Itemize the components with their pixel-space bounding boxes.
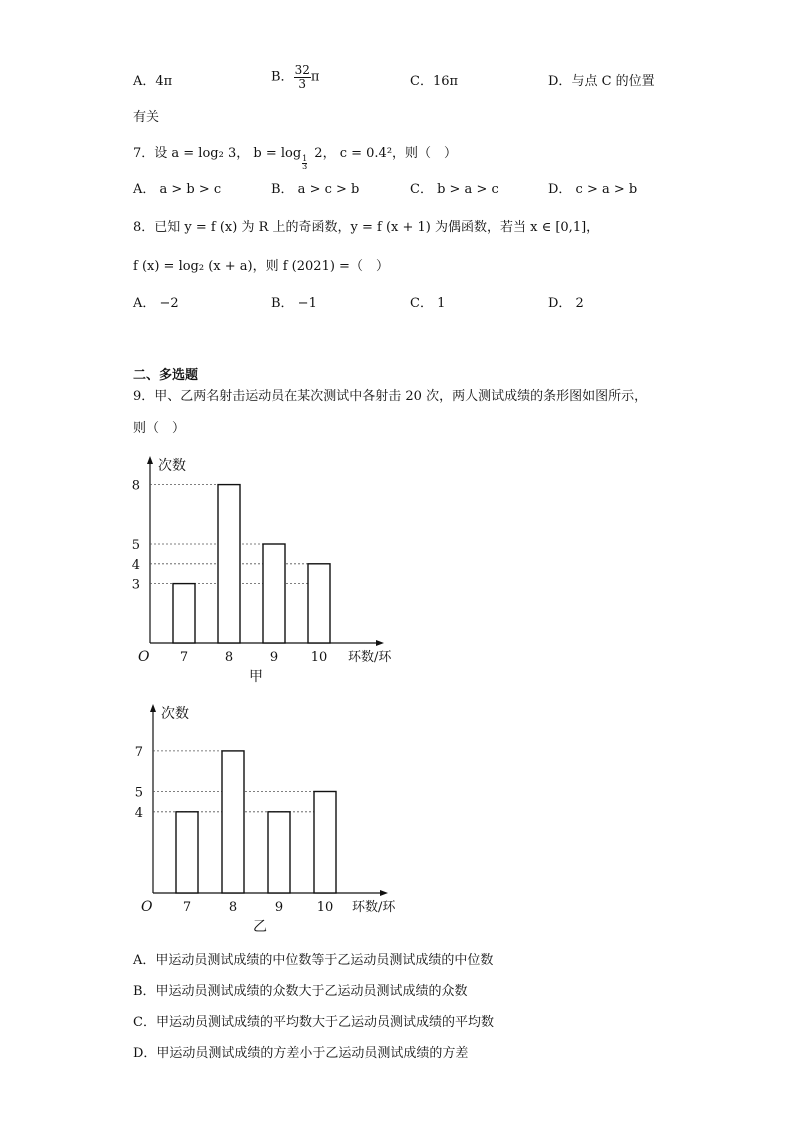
bar xyxy=(218,485,240,643)
q7-option-c[interactable]: C． b > a > c xyxy=(410,182,499,197)
q7-option-d[interactable]: D． c > a > b xyxy=(548,182,638,197)
q6-option-b[interactable] xyxy=(271,64,319,91)
q9-option-c[interactable]: C．甲运动员测试成绩的平均数大于乙运动员测试成绩的平均数 xyxy=(133,1015,494,1030)
q7-stem-b: b = log xyxy=(253,146,302,161)
q9-option-a[interactable]: A．甲运动员测试成绩的中位数等于乙运动员测试成绩的中位数 xyxy=(133,953,494,968)
bar xyxy=(308,564,330,643)
x-tick-label: 10 xyxy=(310,650,328,665)
x-tick-label: 8 xyxy=(228,900,238,915)
x-axis-label: 环数/环 xyxy=(348,650,392,665)
q9-option-d[interactable]: D．甲运动员测试成绩的方差小于乙运动员测试成绩的方差 xyxy=(133,1046,469,1061)
q8-option-d[interactable]: D． 2 xyxy=(548,296,584,311)
chart-caption: 甲 xyxy=(249,669,263,685)
section-title: 二、多选题 xyxy=(133,368,199,383)
option-text: 与点 C 的位置 xyxy=(571,74,655,89)
bar xyxy=(314,792,336,894)
q9-stem-line1: 9．甲、乙两名射击运动员在某次测试中各射击 20 次，两人测试成绩的条形图如图所示， xyxy=(133,389,648,404)
x-tick-label: 9 xyxy=(269,650,279,665)
x-tick-label: 9 xyxy=(274,900,284,915)
y-axis-arrow xyxy=(147,456,153,464)
x-axis-arrow xyxy=(380,890,388,896)
bar xyxy=(176,812,198,893)
bar xyxy=(268,812,290,893)
x-axis-label: 环数/环 xyxy=(352,900,396,915)
option-label: D． xyxy=(548,74,572,89)
q6-option-c[interactable] xyxy=(410,74,458,90)
q9-stem-line2: 则（ ） xyxy=(133,421,186,436)
x-tick-label: 7 xyxy=(179,650,189,665)
x-tick-label: 8 xyxy=(224,650,234,665)
bar xyxy=(263,544,285,643)
option-text: π xyxy=(310,69,320,85)
q7-stem-a: 7．设 a = log₂ 3， xyxy=(133,146,250,161)
option-label: A． xyxy=(133,74,156,89)
q8-option-c[interactable]: C． 1 xyxy=(410,296,446,311)
y-tick-label: 4 xyxy=(131,557,140,573)
y-axis-arrow xyxy=(150,704,156,712)
y-tick-label: 5 xyxy=(134,785,143,801)
y-tick-label: 3 xyxy=(131,577,140,593)
q8-stem-line2: f (x) = log₂ (x + a)，则 f (2021) =（ ） xyxy=(133,259,389,274)
option-text: 4π xyxy=(155,74,173,89)
q6-option-d-continuation: 有关 xyxy=(133,110,160,125)
q6-option-a[interactable] xyxy=(133,74,172,90)
fraction xyxy=(294,64,311,91)
y-axis-label: 次数 xyxy=(161,706,189,722)
origin-label: O xyxy=(141,899,153,915)
bar-chart-yi xyxy=(120,696,420,936)
fraction-numerator: 32 xyxy=(294,63,310,77)
bar-chart-jia xyxy=(120,450,420,690)
q7-stem-c: c = 0.4²，则（ ） xyxy=(339,146,458,161)
option-text: 16π xyxy=(432,74,459,89)
origin-label: O xyxy=(138,649,150,665)
option-label: B． xyxy=(271,69,294,85)
q8-stem-line1: 8．已知 y = f (x) 为 R 上的奇函数，y = f (x + 1) 为偶函数，若当 x ∈ [0,1]， xyxy=(133,220,600,235)
q6-option-d[interactable] xyxy=(548,74,655,90)
q7-option-a[interactable]: A． a > b > c xyxy=(133,182,222,197)
y-tick-label: 4 xyxy=(134,805,143,821)
y-tick-label: 8 xyxy=(131,478,140,494)
bar xyxy=(222,751,244,893)
x-tick-label: 10 xyxy=(316,900,334,915)
q9-option-b[interactable]: B．甲运动员测试成绩的众数大于乙运动员测试成绩的众数 xyxy=(133,984,468,999)
log-base xyxy=(301,146,310,171)
x-axis-arrow xyxy=(376,640,384,646)
y-axis-label: 次数 xyxy=(158,458,186,474)
y-tick-label: 7 xyxy=(134,744,143,760)
q7-option-b[interactable]: B． a > c > b xyxy=(271,182,360,197)
q7-stem-b-tail: 2， xyxy=(310,146,336,161)
fraction-denominator: 3 xyxy=(298,77,307,91)
y-tick-label: 5 xyxy=(131,538,140,553)
x-tick-label: 7 xyxy=(182,900,192,915)
log-base-denominator: 3 xyxy=(302,162,308,171)
q8-option-b[interactable]: B． −1 xyxy=(271,296,317,311)
q8-option-a[interactable]: A． −2 xyxy=(133,296,179,311)
bar xyxy=(173,584,195,643)
q7-stem xyxy=(133,146,458,171)
chart-caption: 乙 xyxy=(253,919,267,935)
log-base-numerator: 1 xyxy=(302,154,308,163)
option-label: C． xyxy=(410,74,433,89)
